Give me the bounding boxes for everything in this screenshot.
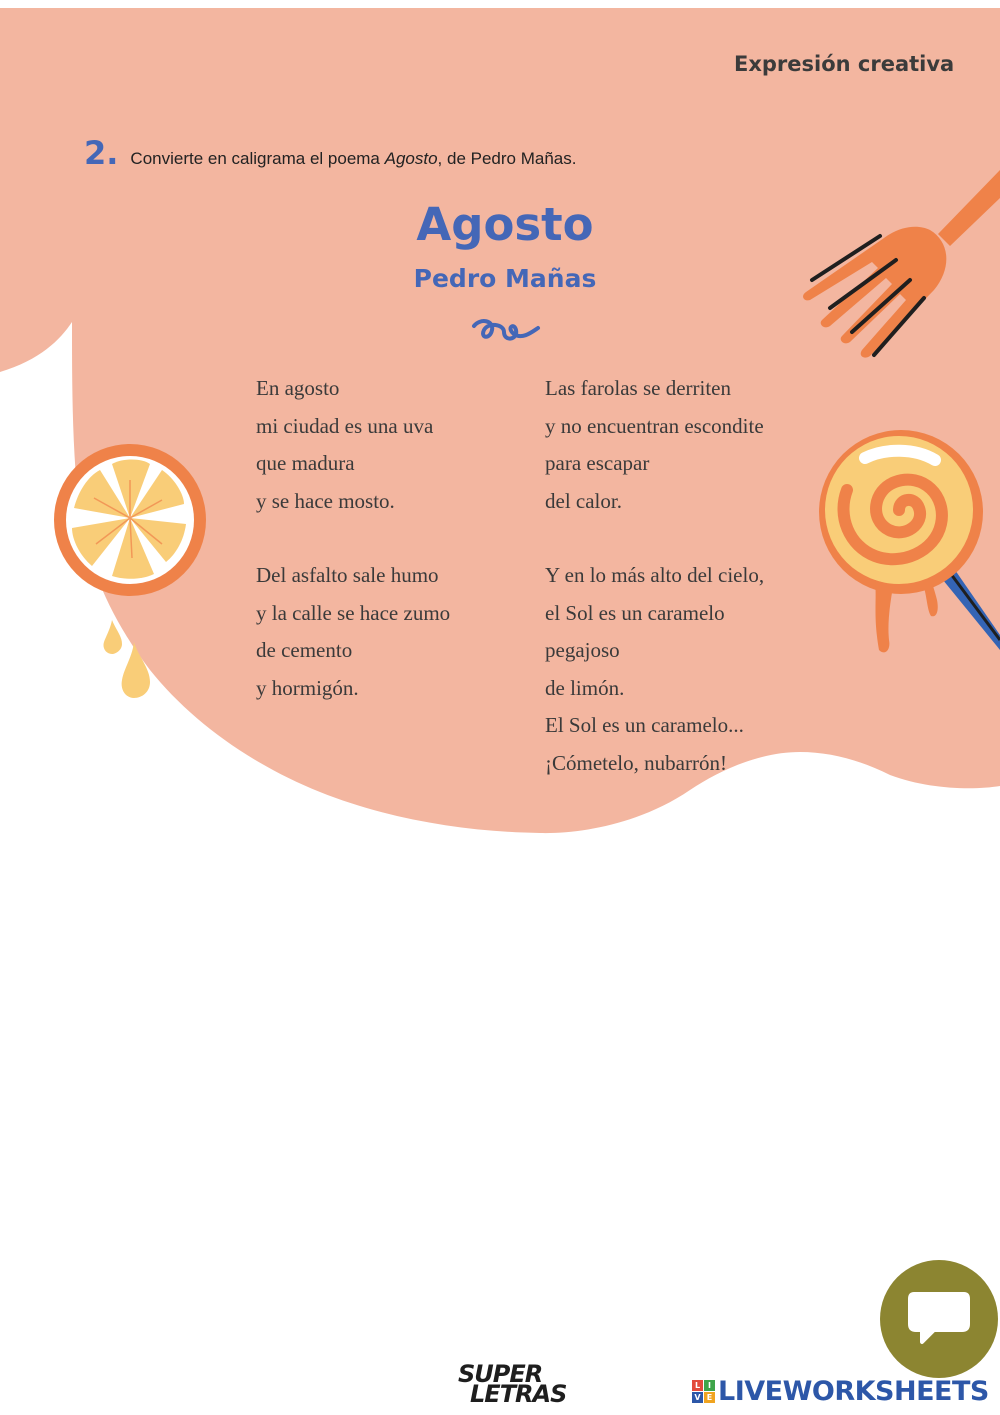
poem-line: pegajoso xyxy=(545,638,620,662)
juice-drops-icon xyxy=(100,616,156,702)
stanza xyxy=(256,557,536,707)
instruction-text: Convierte en caligrama el poema Agosto, de Pedro Mañas. xyxy=(130,149,577,168)
poem-line: de limón. xyxy=(545,675,625,700)
poem-line: Y en lo más alto del cielo, xyxy=(545,563,765,587)
logo-line-2: LETRAS xyxy=(470,1380,567,1408)
stanza xyxy=(545,557,805,782)
exercise-number: 2. xyxy=(84,134,119,172)
swirl-ornament-icon xyxy=(470,316,542,346)
poem-line: En agosto xyxy=(256,376,340,400)
superletras-logo xyxy=(456,1360,567,1408)
lollipop-icon xyxy=(815,420,1000,660)
poem-line: para escapar xyxy=(545,451,650,475)
poem-line: Del asfalto sale humo xyxy=(256,563,439,587)
poem-line: del calor. xyxy=(545,488,622,513)
poem-right-column xyxy=(545,370,805,819)
instruction xyxy=(84,134,576,172)
poem-title: Agosto xyxy=(416,198,594,251)
poem-line: el Sol es un caramelo xyxy=(545,600,725,625)
poem-line: y no encuentran escondite xyxy=(545,413,764,438)
poem-line: ¡Cómetelo, nubarrón! xyxy=(545,750,727,775)
stanza xyxy=(256,370,536,520)
poem-line: y la calle se hace zumo xyxy=(256,600,451,625)
chat-button[interactable] xyxy=(880,1260,998,1378)
logo-line-1: SUPER xyxy=(458,1360,543,1388)
poem-line: Las farolas se derriten xyxy=(545,376,731,400)
poem-line: de cemento xyxy=(256,638,353,662)
poem-left-column xyxy=(256,370,536,744)
liveworksheets-brand[interactable] xyxy=(692,1374,989,1408)
section-label: Expresión creativa xyxy=(734,52,955,76)
liveworksheets-grid-icon: L I V E xyxy=(692,1380,715,1403)
fork-icon xyxy=(800,150,1000,365)
stanza xyxy=(545,370,805,520)
poem-line: mi ciudad es una uva xyxy=(256,413,434,438)
chat-icon xyxy=(908,1290,970,1350)
poem-line: El Sol es un caramelo... xyxy=(545,713,744,737)
poem-line: y se hace mosto. xyxy=(256,488,395,513)
liveworksheets-text: LIVEWORKSHEETS xyxy=(718,1375,989,1407)
orange-slice-icon xyxy=(50,440,212,602)
poem-line: que madura xyxy=(256,451,355,475)
poem-line: y hormigón. xyxy=(256,675,359,700)
poem-author: Pedro Mañas xyxy=(413,264,597,293)
